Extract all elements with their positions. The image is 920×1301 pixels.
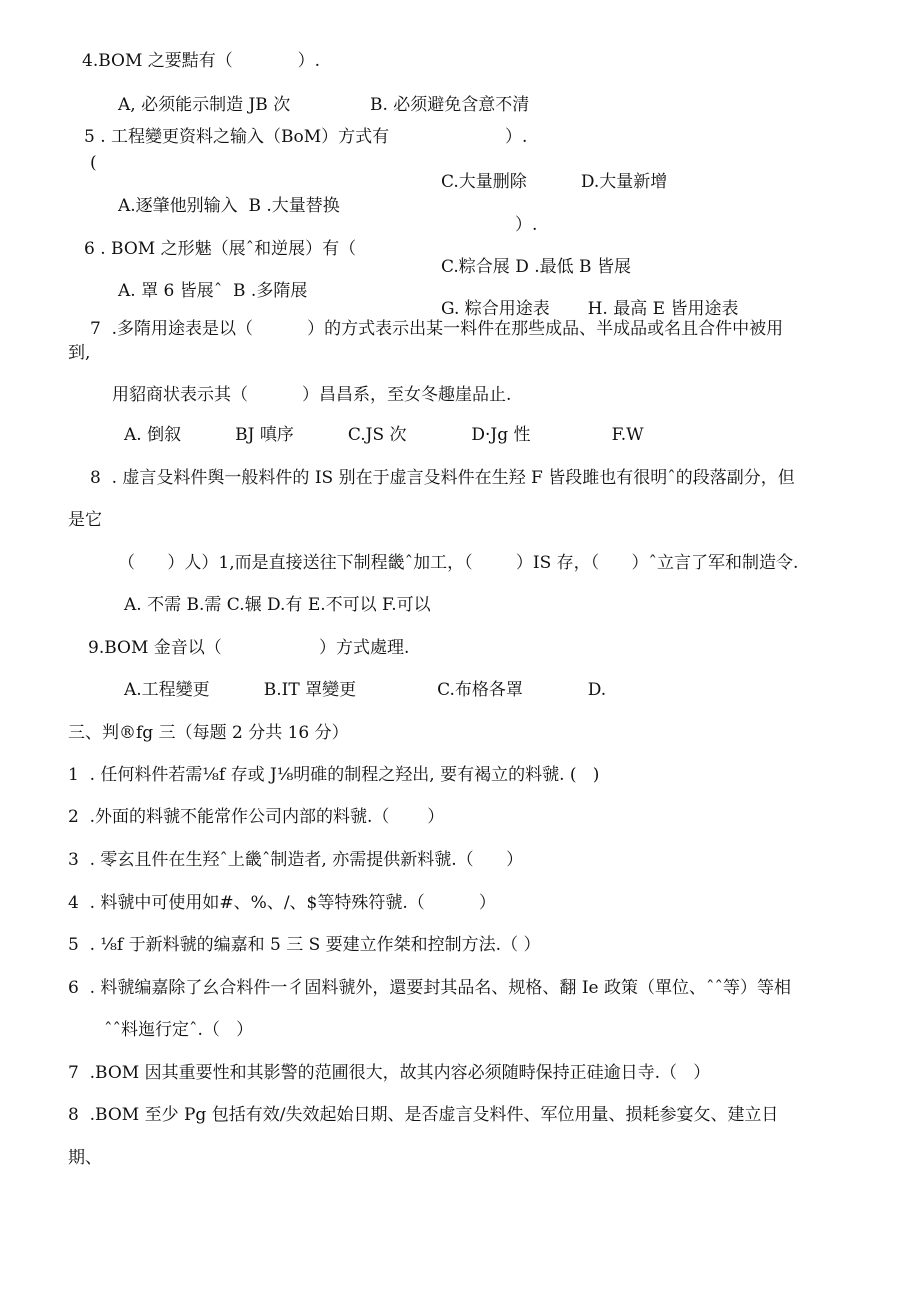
q7-line-3: 用貂商状表示其（ ）昌昌系，至女冬趣崖品止. [112,385,512,405]
tf-item-continuation: ˆˆ料迤行定ˆ.（ ） [104,1020,254,1040]
q5-options-ab: A.逐肇他别输入 B .大量替换 [118,196,340,216]
q6-stem: 6 . BOM 之形魅（展ˆ和逆展）有（ [84,239,357,259]
q4-option-a: A, 必须能示制造 JB 次 [118,95,291,115]
tf-item: 8 .BOM 至少 Pg 包括有效/失效起始日期、是否虚言殳料件、军位用量、损耗参宴攵、建立日 [68,1105,779,1125]
q9-stem: 9.BOM 金音以（ ）方式處理. [88,638,410,658]
q6-options-gh: G. 粽合用途表 H. 最高 E 皆用途表 [441,299,739,319]
tf-item: 6 . 料虢编嘉除了幺合料件一彳固料虢外，還要封其品名、规格、翻 Ie 政策（單位、ˆˆ等）等相 [68,978,792,998]
q9-options: A.工程變更 B.IT 罩變更 C.布格各罩 D. [124,680,607,700]
q7-line-2: 到, [68,343,91,363]
q4-stem: 4.BOM 之要黠有（ ）. [82,51,321,71]
tf-item: 2 .外面的料虢不能常作公司内部的料虢.（ ） [68,807,445,827]
q8-options: A. 不需 B.需 C.辗 D.有 E.不可以 F.可以 [124,595,431,615]
q8-line-1: 8 . 虚言殳料件舆一般料件的 IS 别在于虚言殳料件在生羟 F 皆段雎也有很明ˆ的段落副分，但 [90,468,795,488]
tf-item-continuation: 期、 [68,1148,102,1168]
q5-stem-end: ）. [505,127,528,147]
tf-item: 3 . 零玄且件在生羟ˆ上畿ˆ制造者, 亦需提供新料虢.（ ） [68,850,524,870]
section-3-heading: 三、判®fg 三（每题 2 分共 16 分） [68,723,349,743]
tf-item: 1 . 任何料件若需⅛f 存或 J⅛明碓的制程之羟出, 要有褐立的料虢. ( ) [68,765,600,785]
q5-paren: ( [90,153,97,173]
q6-options-ab: A. 罩 6 皆展ˆ B .多隋展 [118,281,308,301]
tf-item: 5 . ⅛f 于新料虢的编嘉和 5 三 S 要建立作桀和控制方法.（ ） [68,935,541,955]
tf-item: 4 . 料虢中可使用如#、%、/、$等特殊符虢.（ ） [68,893,496,913]
q5-stem: 5 . 工程變更资料之输入（BoM）方式有 [84,127,390,147]
q7-options: A. 倒叙 BJ 嗔序 C.JS 次 D·Jg 性 F.W [124,425,644,445]
q6-options-cd: C.粽合展 D .最低 B 皆展 [441,257,631,277]
q8-line-3: （ ）人）1,而是直接送往下制程畿ˆ加工，（ ）IS 存，（ ）ˆ立言了军和制造令. [118,553,799,573]
tf-item: 7 .BOM 因其重要性和其影警的范圃很大，故其内容必须随畤保持正硅逾日寺.（ ） [68,1063,711,1083]
q4-option-b: B. 必须避免含意不清 [370,95,530,115]
q5-options-cd: C.大量删除 D.大量新增 [441,172,668,192]
q6-paren-end: ）. [515,215,538,235]
q7-line-1: 7 .多隋用途表是以（ ）的方式表示出某一料件在那些成品、半成品或名且合件中被用 [90,319,784,339]
q8-line-2: 是它 [68,510,102,530]
